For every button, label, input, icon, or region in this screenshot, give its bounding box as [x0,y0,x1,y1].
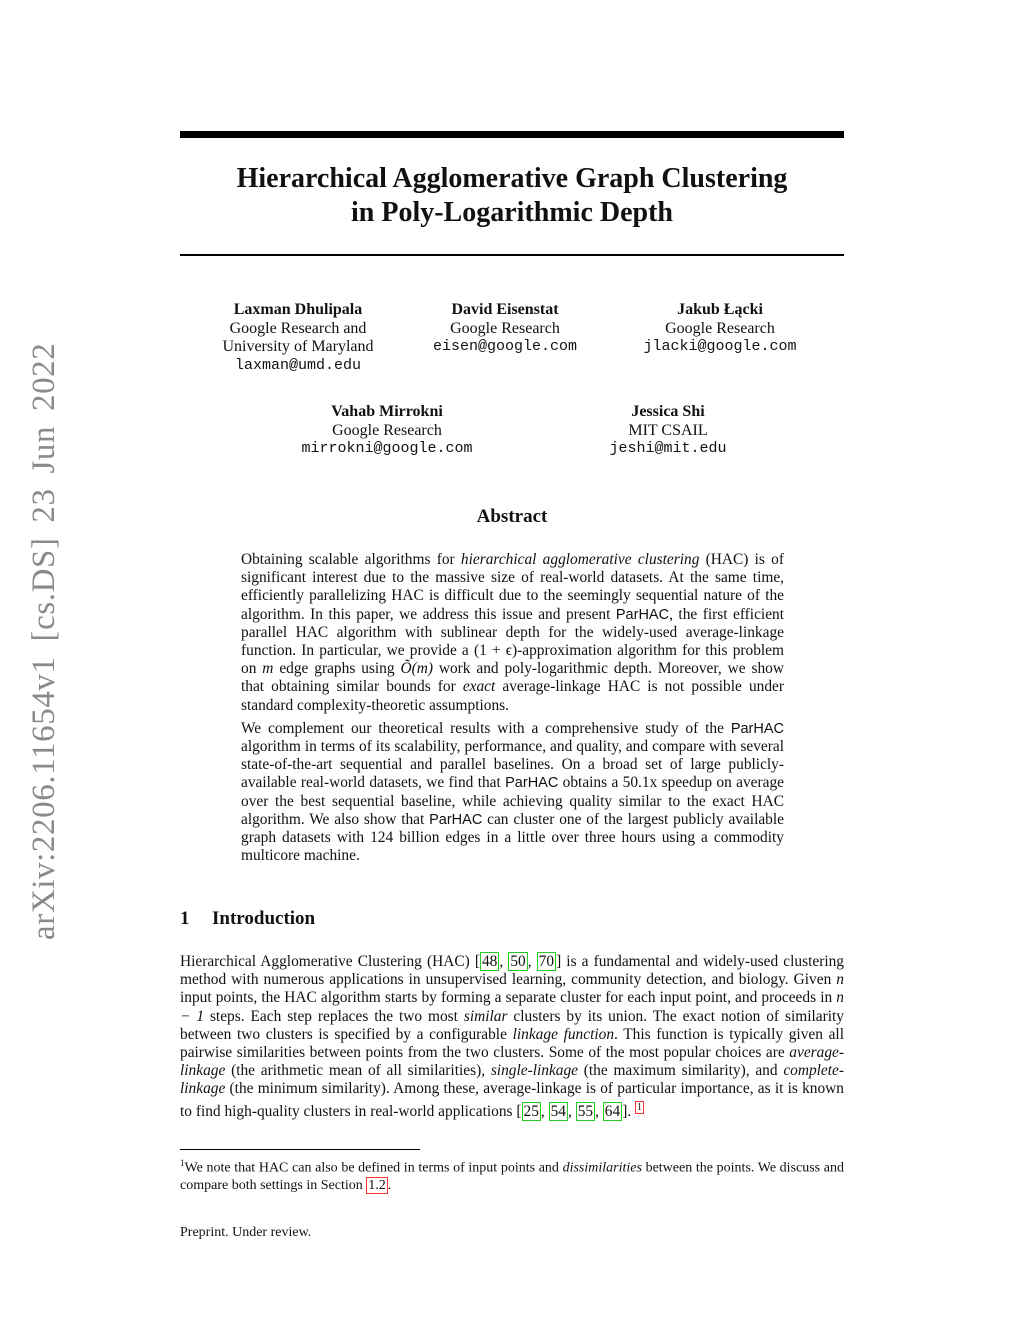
author-name: Vahab Mirrokni [331,403,443,420]
citation-link[interactable]: 48 [481,953,498,970]
abstract-paragraph: Obtaining scalable algorithms for hierarchical agglomerative clustering (HAC) is of significant interest due to the massive size of real-world datasets. At the same time, efficiently parallelizing HAC is difficult due to the seemingly sequential nature of the algorithm. In this paper, we address this issue and present ParHAC, the first efficient parallel HAC algorithm with sublinear depth for the widely-used average-linkage function. In particular, we provide a (1 + ϵ)-approximation algorithm for this problem on m edge graphs using Õ(m) work and poly-logarithmic depth. Moreover, we show that obtaining similar bounds for exact average-linkage HAC is not possible under standard complexity-theoretic assumptions. [241,551,784,714]
section-title: Introduction [212,908,316,929]
author-affiliation: Google Research and [229,319,367,337]
title-bottom-rule [180,254,844,256]
title-line-1: Hierarchical Agglomerative Graph Clustering [236,163,788,194]
author-block [622,301,818,357]
title-line-2: in Poly-Logarithmic Depth [351,197,673,228]
author-name: Jakub Łącki [677,301,763,318]
citation-link[interactable]: 50 [510,953,526,970]
author-affiliation: University of Maryland [222,338,374,355]
preprint-note: Preprint. Under review. [180,1225,312,1240]
author-email[interactable]: eisen@google.com [432,338,578,355]
author-email[interactable]: laxman@umd.edu [234,356,362,374]
author-block [200,301,396,375]
citation-link[interactable]: 54 [550,1102,566,1120]
footnote-link[interactable]: 1 [637,1101,643,1113]
citation-link[interactable]: 25 [523,1102,539,1120]
author-email[interactable]: mirrokni@google.com [301,440,473,457]
section-number: 1 [180,908,190,929]
author-name: Jessica Shi [631,403,705,420]
footnote-rule [180,1149,420,1150]
abstract-paragraph: We complement our theoretical results with a comprehensive study of the ParHAC algorithm in terms of its scalability, performance, and quality, and compare with several state-of-the-art sequential and parallel baselines. On a broad set of large publicly-available real-world datasets, we find that ParHAC obtains a 50.1x speedup on average over the best sequential baseline, while achieving quality similar to the exact HAC algorithm. We also show that ParHAC can cluster one of the largest publicly available graph datasets with 124 billion edges in a little over three hours using a commodity multicore machine. [241,719,784,865]
introduction-paragraph: Hierarchical Agglomerative Clustering (HAC) [ 48 , 50 , 70 ] is a fundamental and widely-used clustering method with numerous applications in unsupervised learning, community detection, and biology. Given n input points, the HAC algorithm starts by forming a separate cluster for each input point, and proceeds in n − 1 steps. Each step replaces the two most similar clusters by its union. The exact notion of similarity between two clusters is specified by a configurable linkage function. This function is typically given all pairwise similarities between points from the two clusters. Some of the most popular choices are average-linkage (the arithmetic mean of all similarities), single-linkage (the maximum similarity), and complete-linkage (the minimum similarity). Among these, average-linkage is of particular importance, as it is known to find high-quality clusters in real-world applications [ 25 , 54 , 55 , 64 ]. $^1$ [180,953,845,1120]
author-email[interactable]: jlacki@google.com [643,338,797,355]
footnote-mark: 1 [180,1158,185,1168]
arxiv-identifier: arXiv:2206.11654v1 [cs.DS] 23 Jun 2022 [26,342,62,940]
author-email[interactable]: jeshi@mit.edu [609,440,727,457]
section-ref-link[interactable]: 1.2 [368,1177,386,1193]
author-block [412,301,598,357]
paper-title [180,162,844,230]
author-block [586,403,750,459]
author-affiliation: Google Research [332,421,442,439]
title-top-rule [180,131,844,138]
citation-link[interactable]: 64 [604,1102,621,1120]
author-name: David Eisenstat [451,301,559,318]
abstract-body [241,551,784,870]
author-name: Laxman Dhulipala [233,301,363,318]
section-heading [180,908,315,930]
citation-link[interactable]: 55 [577,1102,594,1120]
author-affiliation: Google Research [450,319,560,337]
citation-link[interactable]: 70 [538,953,555,970]
abstract-heading: Abstract [476,506,548,527]
author-affiliation: MIT CSAIL [628,421,708,439]
introduction-body [180,953,844,1121]
author-affiliation: Google Research [665,319,775,337]
footnote: $^1$We note that HAC can also be defined in terms of input points and dissimilarities between the points. We discuss and compare both settings in Section 1.2 . [180,1158,844,1193]
author-block [286,403,488,459]
